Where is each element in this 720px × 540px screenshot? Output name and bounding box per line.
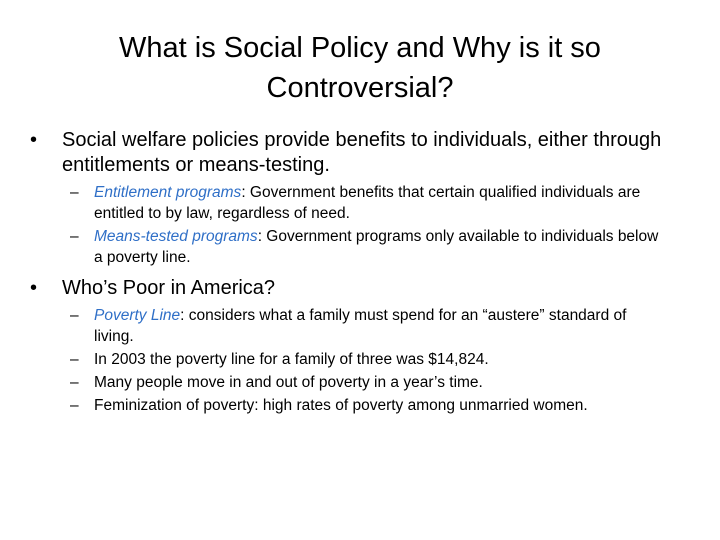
sub-bullet-2003-poverty-line [28,349,668,370]
sub-bullet-entitlement [28,182,668,224]
slide-title: What is Social Policy and Why is it so Controversial? [119,32,601,104]
bullet-social-welfare [28,128,668,178]
dash-marker: – [70,374,79,391]
bullet-text: Social welfare policies provide benefits to individuals, either through entitlements or means-testing. [62,129,662,176]
bullet-text: Who’s Poor in America? [62,277,276,299]
dash-marker: – [70,184,79,201]
term-entitlement-programs: Entitlement programs [94,184,242,201]
term-means-tested-programs: Means-tested programs [94,228,258,245]
bullet-marker: • [30,129,38,151]
sub-bullet-text: : Government benefits that certain qualified individuals are entitled to by law, regardless of need. [94,184,641,222]
sub-bullet-poverty-line [28,305,668,347]
bullet-marker: • [30,277,38,299]
dash-marker: – [70,351,79,368]
sub-bullet-text: Feminization of poverty: high rates of poverty among unmarried women. [94,397,588,414]
sub-bullet-text: : Government programs only available to individuals below a poverty line. [94,228,659,266]
sub-bullet-text: Many people move in and out of poverty in a year’s time. [94,374,483,391]
dash-marker: – [70,307,79,324]
bullet-list [28,128,668,418]
sub-bullet-text: : considers what a family must spend for an “austere” standard of living. [94,307,627,345]
sub-bullet-means-tested [28,226,668,268]
sub-bullet-text: In 2003 the poverty line for a family of three was $14,824. [94,351,489,368]
bullet-whos-poor [28,276,668,301]
dash-marker: – [70,397,79,414]
sub-bullet-poverty-movement [28,372,668,393]
dash-marker: – [70,228,79,245]
sub-bullet-feminization [28,395,668,416]
term-poverty-line: Poverty Line [94,307,181,324]
